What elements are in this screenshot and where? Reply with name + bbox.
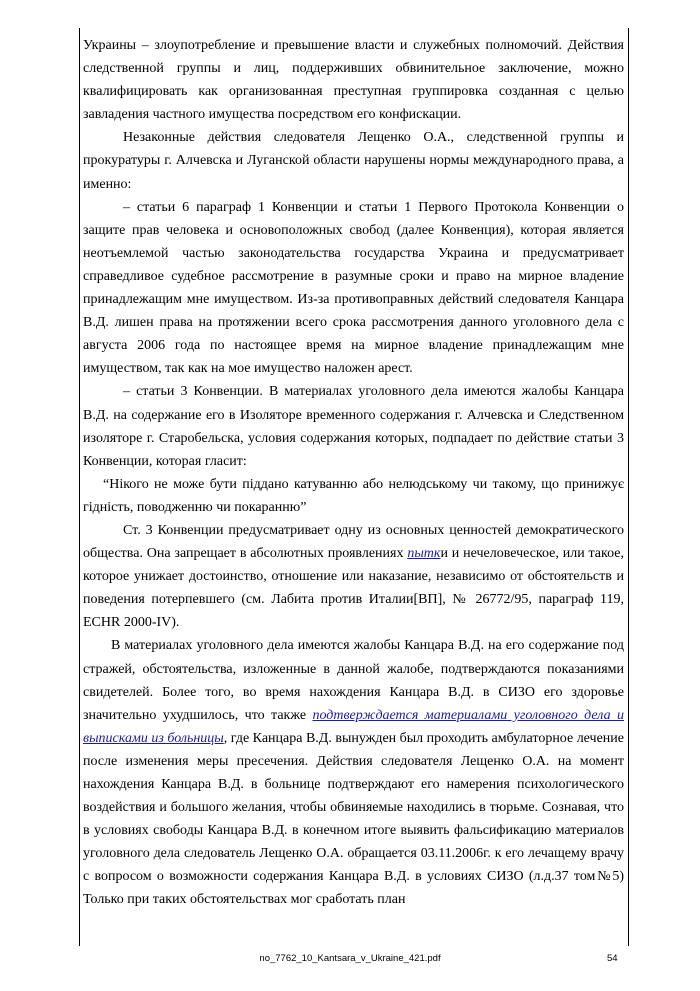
- paragraph-7: [83, 634, 624, 911]
- left-margin-line: [79, 28, 80, 946]
- footer-filename: no_7762_10_Kantsara_v_Ukraine_421.pdf: [259, 953, 441, 964]
- paragraph-1: Украины – злоупотребление и превышение власти и служебных полномочий. Действия следственной группы и лиц, поддерживших обвинительное заключение, можно квалифицировать как организованная преступная группировка созданная с целью завладения частного имущества посредством его конфискации.: [83, 38, 624, 123]
- paragraph-3: – статьи 6 параграф 1 Конвенции и статьи 1 Первого Протокола Конвенции о защите прав человека и основоположных свобод (далее Конвенция), которая является неотъемлемой частью законодательства государства Украина и предусматривает справедливое судебное рассмотрение в разумные сроки и право на мирное владение принадлежащим мне имуществом. Из-за противоправных действий следователя Канцара В.Д. лишен права на протяжении всего срока рассмотрения данного уголовного дела с августа 2006 года по настоящее время на мирное владение принадлежащим мне имуществом, так как на мое имущество наложен арест.: [83, 199, 624, 377]
- footer-page-number: 54: [607, 953, 618, 964]
- paragraph-6-text-after: и и нечеловеческое, или такое, которое унижает достоинство, отношение или наказание, независимо от обстоятельств и поведения потерпевшего (см. Лабита против Италии[ВП], № 26772/95, параграф 119, ECHR 2000-IV).: [83, 546, 624, 631]
- paragraph-6: [83, 519, 624, 634]
- paragraph-7-text-before: В материалах уголовного дела имеются жалобы Канцара В.Д. на его содержание под стражей, обстоятельства, изложенные в данной жалобе, подтверждаются показаниями свидетелей. Более того, во время нахождения Канцара В.Д. в СИЗО его здоровье значительно ухудшилось, что также: [83, 638, 624, 723]
- right-margin-line: [628, 28, 629, 946]
- paragraph-6-text-before: Ст. 3 Конвенции предусматривает одну из основных ценностей демократического общества. Она запрещает в абсолютных проявлениях: [83, 522, 624, 562]
- page-footer: [0, 953, 700, 969]
- paragraph-7-text-after: , где Канцара В.Д. вынужден был проходить амбулаторное лечение после изменения меры пресечения. Действия следователя Лещенко О.А. на момент нахождения Канцара В.Д. в больнице подтверждают его намерения психологического воздействия и большого желания, чтобы обвиняемые находились в тюрьме. Сознавая, что в условиях свободы Канцара В.Д. в конечном итоге выявить фальсификацию материалов уголовного дела следователь Лещенко О.А. обращается 03.11.2006г. к его лечащему врачу с вопросом о возможности содержания Канцара В.Д. в условиях СИЗО (л.д.37 том№5) Только при таких обстоятельствах мог сработать план: [83, 730, 624, 908]
- hospital-records-link[interactable]: подтверждается материалами уголовного дела и выписками из больницы: [83, 707, 624, 746]
- document-body: [83, 34, 624, 912]
- paragraph-2: Незаконные действия следователя Лещенко О.А., следственной группы и прокуратуры г. Алчевска и Луганской области нарушены нормы международного права, а именно:: [83, 130, 624, 192]
- torture-link[interactable]: пытк: [407, 546, 441, 562]
- quote-paragraph: “Нікого не може бути піддано катуванню або нелюдському чи такому, що принижує гідність, поводженню чи покаранню”: [83, 476, 624, 515]
- paragraph-4: – статьи 3 Конвенции. В материалах уголовного дела имеются жалобы Канцара В.Д. на содержание его в Изоляторе временного содержания г. Алчевска и Следственном изоляторе г. Старобельска, условия содержания которых, подпадает по действие статьи 3 Конвенции, которая гласит:: [83, 384, 624, 469]
